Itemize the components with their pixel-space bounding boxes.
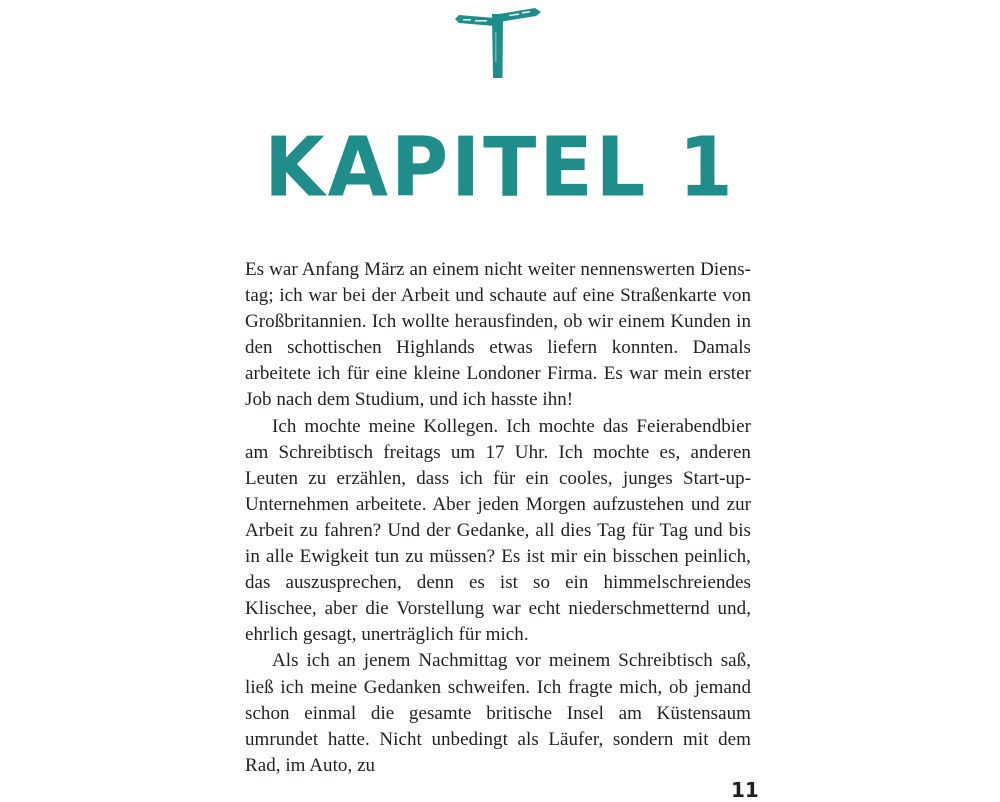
page-number: 11 <box>731 778 759 802</box>
paragraph: Es war Anfang März an einem nicht weiter nennenswerten Dienstag; ich war bei der Arbeit und schaute auf eine Straßenkarte von Großbritannien. Ich wollte herausfinden, ob wir einem Kunden in den schottischen Highlands etwas liefern konnten. Damals arbeitete ich für eine kleine Londoner Firma. Es war mein erster Job nach dem Studium, und ich hasste ihn! <box>245 259 751 411</box>
chapter-body <box>245 257 751 779</box>
paragraph: Als ich an jenem Nachmittag vor meinem Schreibtisch saß, ließ ich meine Gedanken schweifen. Ich fragte mich, ob jemand schon einmal die gesamte britische Insel am Küstensaum umrundet hatte. Nicht unbedingt als Läufer, sondern mit dem Rad, im Auto, zu <box>245 650 751 776</box>
signpost-icon <box>455 4 541 80</box>
paragraph: Ich mochte meine Kollegen. Ich mochte das Feierabendbier am Schreibtisch freitags um 17 Uhr. Ich mochte es, anderen Leuten zu erzählen, dass ich für ein cooles, junges Start-up-Unternehmen arbeitete. Aber jeden Morgen aufzustehen und zur Arbeit zu fahren? Und der Gedanke, all dies Tag für Tag und bis in alle Ewigkeit tun zu müssen? Es ist mir ein bisschen peinlich, das auszusprechen, denn es ist so ein himmelschreiendes Klischee, aber die Vorstellung war echt niederschmetternd und, ehrlich gesagt, unerträglich für mich. <box>245 415 751 646</box>
chapter-title: KAPITEL 1 <box>264 120 736 216</box>
